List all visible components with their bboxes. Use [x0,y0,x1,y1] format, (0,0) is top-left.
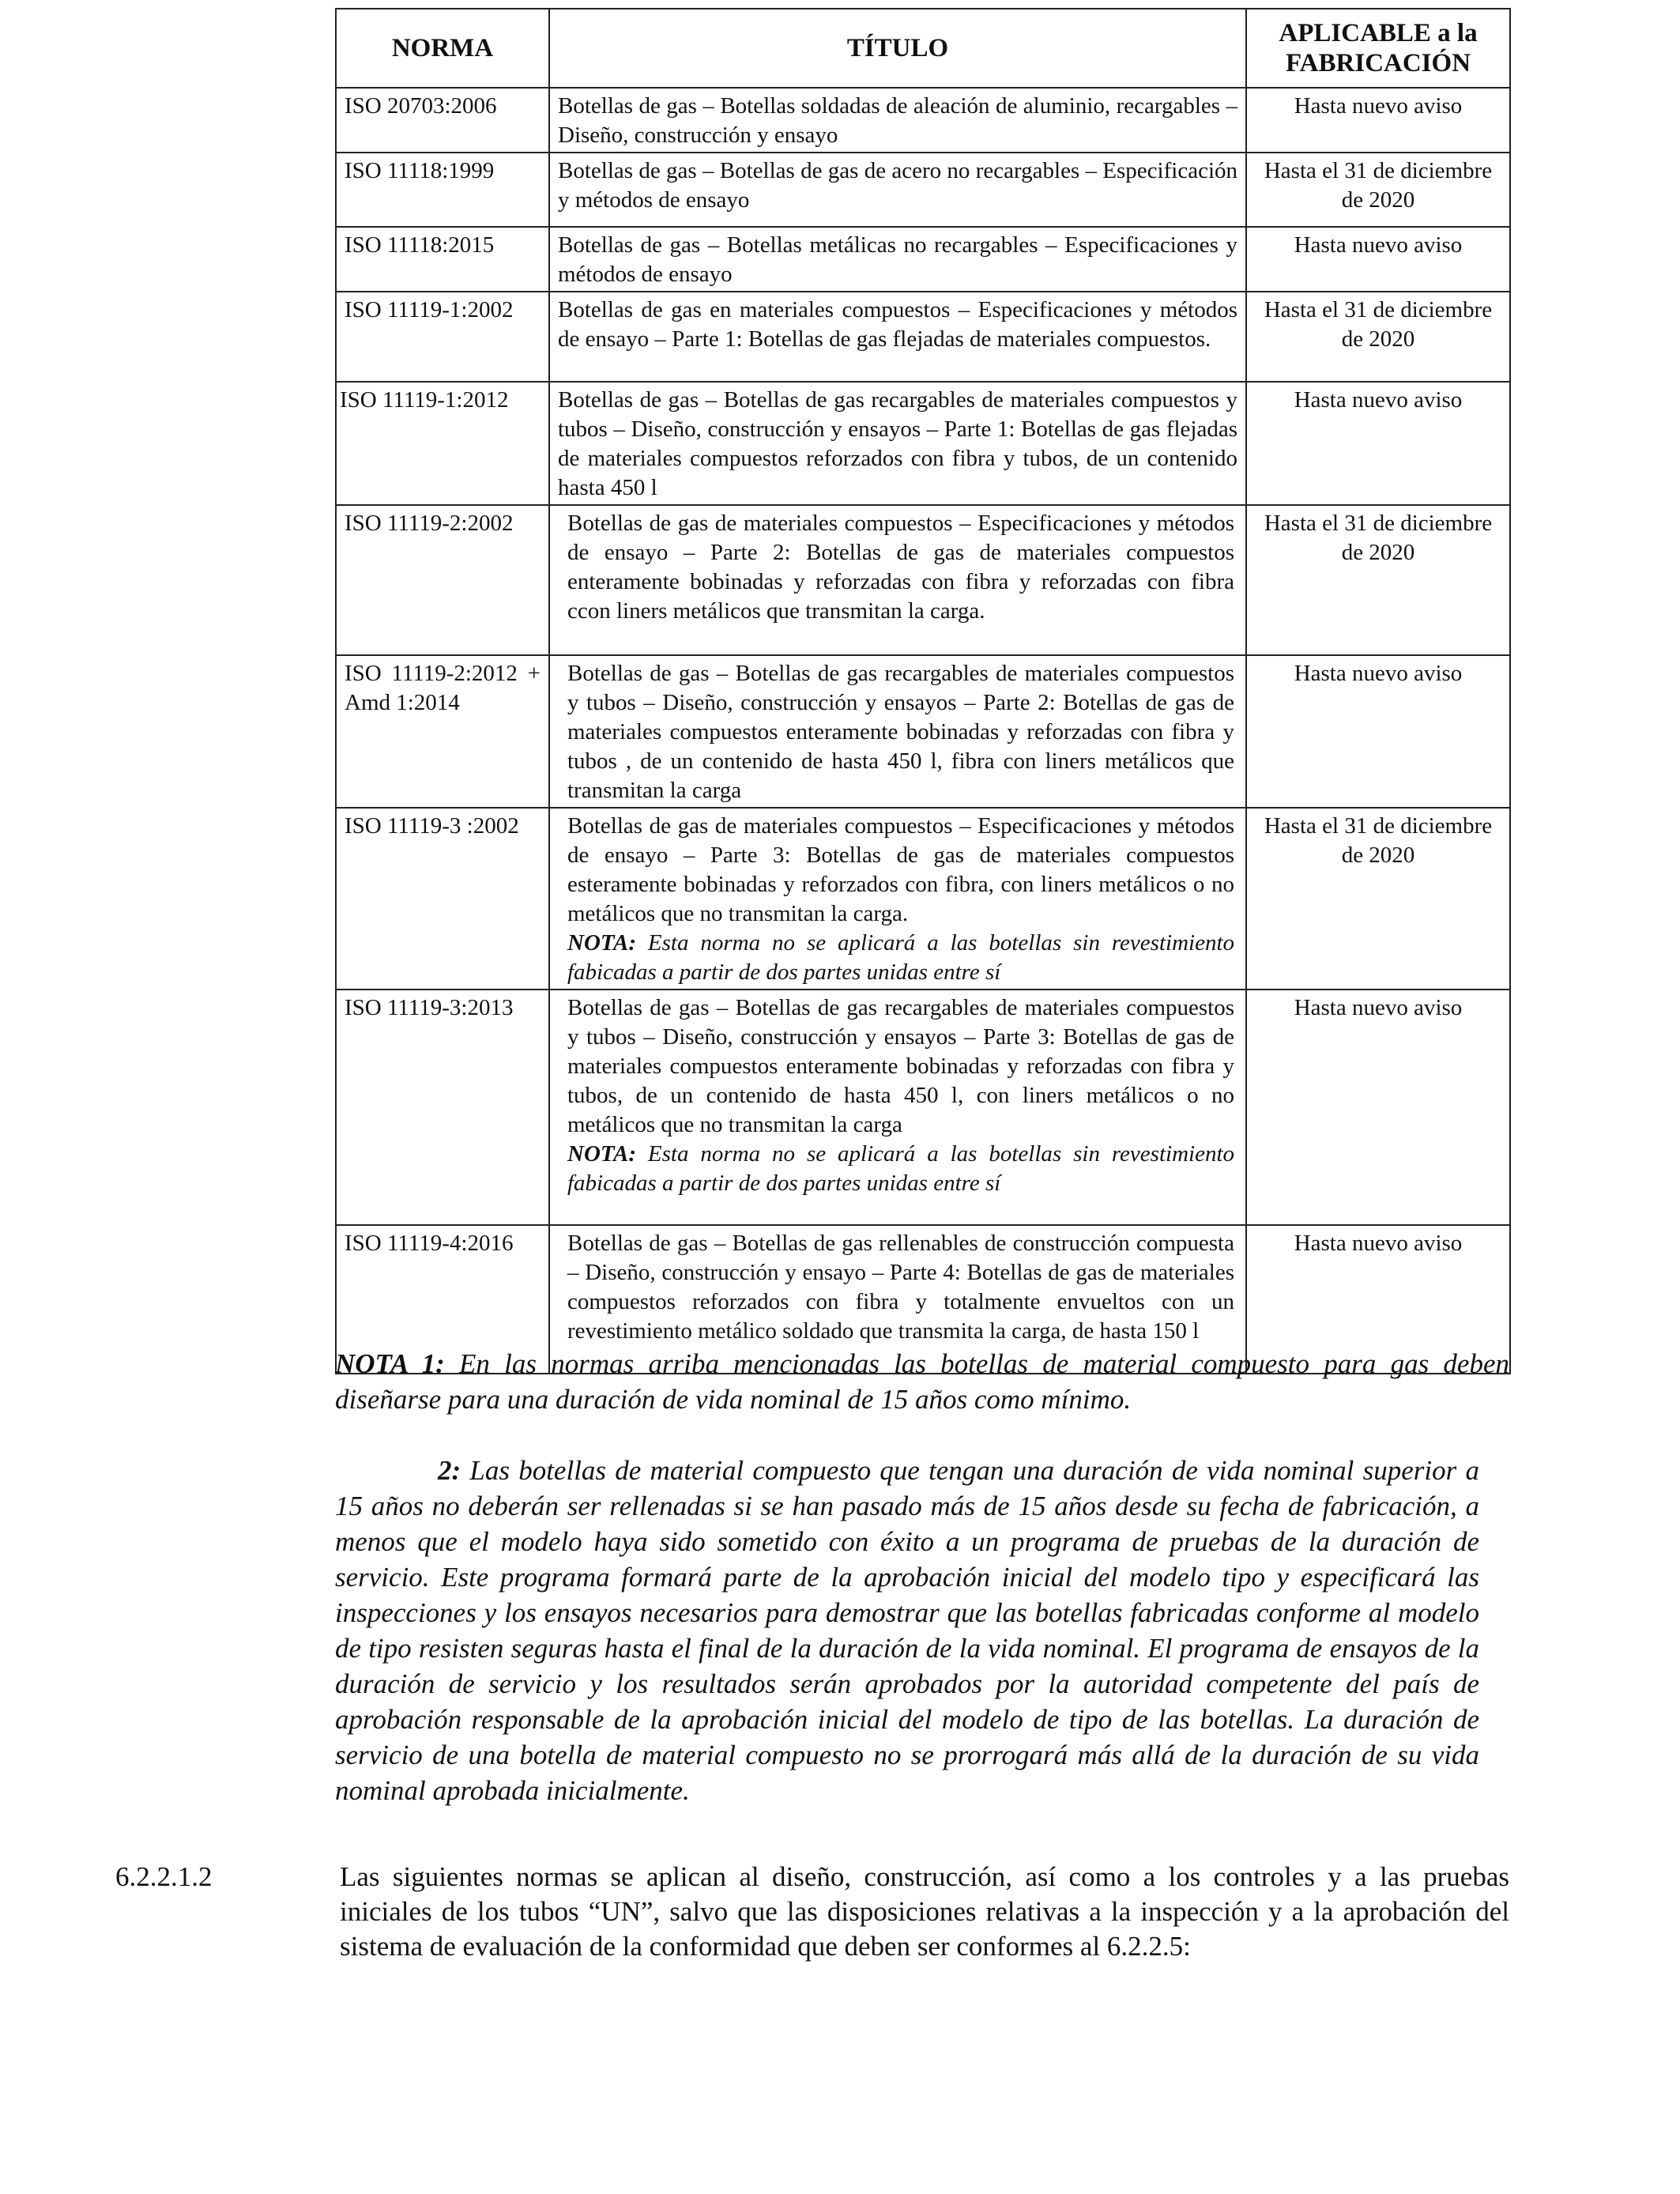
titulo-cell: Botellas de gas – Botellas de gas rellenables de construcción compuesta – Diseño, construcción y ensayo – Parte 4: Botellas de gas de materiales compuestos reforzados con fibra y totalmente envueltos con un revestimiento metálico soldado que transmita la carga, de hasta 150 l [549,1225,1246,1374]
aplicable-cell: Hasta nuevo aviso [1246,382,1510,505]
nota-body: Esta norma no se aplicará a las botellas sin revestimiento fabicadas a partir de dos partes unidas entre sí [567,930,1235,985]
table-row [336,153,1510,227]
table-row [336,655,1510,808]
norma-cell: ISO 11119-3 :2002 [336,808,549,990]
nota-text [567,1140,1234,1198]
norma-cell: ISO 11118:1999 [336,153,549,227]
header-norma: NORMA [336,9,549,88]
titulo-cell [549,808,1246,990]
norma-cell: ISO 11119-1:2012 [336,382,549,505]
titulo-cell: Botellas de gas – Botellas de gas recargables de materiales compuestos y tubos – Diseño, construcción y ensayos – Parte 2: Botellas de gas de materiales compuestos enteramente bobinadas y reforzadas con fibra y tubos , de un contenido de hasta 450 l, fibra con liners metálicos que transmitan la carga [549,655,1246,808]
note-2-label: 2: [438,1455,461,1486]
aplicable-cell: Hasta el 31 de diciembre de 2020 [1246,808,1510,990]
aplicable-cell: Hasta nuevo aviso [1246,88,1510,153]
aplicable-cell: Hasta nuevo aviso [1246,990,1510,1225]
table-row [336,292,1510,382]
titulo-cell: Botellas de gas – Botellas de gas de acero no recargables – Especificación y métodos de ensayo [549,153,1246,227]
norma-cell: ISO 11119-1:2002 [336,292,549,382]
aplicable-cell: Hasta nuevo aviso [1246,1225,1510,1374]
nota-body: Esta norma no se aplicará a las botellas sin revestimiento fabicadas a partir de dos partes unidas entre sí [567,1141,1235,1196]
section-text: Las siguientes normas se aplican al diseño, construcción, así como a los controles y a las pruebas iniciales de los tubos “UN”, salvo que las disposiciones relativas a la inspección y a la aprobación del sistema de evaluación de la conformidad que deben ser conformes al 6.2.2.5: [340,1861,1509,1962]
note-2-indent [335,1455,438,1486]
aplicable-cell: Hasta el 31 de diciembre de 2020 [1246,505,1510,655]
titulo-text: Botellas de gas de materiales compuestos – Especificaciones y métodos de ensayo – Parte 3: Botellas de gas de materiales compuestos esteramente bobinadas y reforzados con fibra, con liners metálicos o no metálicos que no transmitan la carga. [567,813,1234,926]
norma-cell: ISO 11119-4:2016 [336,1225,549,1374]
aplicable-cell: Hasta el 31 de diciembre de 2020 [1246,292,1510,382]
table-row [336,990,1510,1225]
norma-cell: ISO 11118:2015 [336,227,549,292]
note-1-label: NOTA 1: [335,1348,445,1379]
titulo-cell: Botellas de gas – Botellas de gas recargables de materiales compuestos y tubos – Diseño, construcción y ensayos – Parte 1: Botellas de gas flejadas de materiales compuestos reforzados con fibra y tubos, de un contenido hasta 450 l [549,382,1246,505]
norma-cell: ISO 20703:2006 [336,88,549,153]
nota-text [567,929,1234,987]
note-2-text: Las botellas de material compuesto que tengan una duración de vida nominal superior a 15 años no deberán ser rellenadas si se han pasado más de 15 años desde su fecha de fabricación, a menos que el modelo haya sido sometido con éxito a un programa de pruebas de la duración de servicio. Este programa formará parte de la aprobación inicial del modelo tipo y especificará las inspecciones y los ensayos necesarios para demostrar que las botellas fabricadas conforme al modelo de tipo resisten seguras hasta el final de la duración de la vida nominal. El programa de ensayos de la duración de servicio y los resultados serán aprobados por la autoridad competente del país de aprobación responsable de la aprobación inicial del modelo de tipo de las botellas. La duración de servicio de una botella de material compuesto no se prorrogará más allá de la duración de su vida nominal aprobada inicialmente. [335,1455,1479,1806]
norma-cell: ISO 11119-3:2013 [336,990,549,1225]
norma-cell: ISO 11119-2:2002 [336,505,549,655]
note-1-text: En las normas arriba mencionadas las botellas de material compuesto para gas deben diseñarse para una duración de vida nominal de 15 años como mínimo. [335,1348,1509,1415]
table-row [336,505,1510,655]
titulo-cell: Botellas de gas de materiales compuestos – Especificaciones y métodos de ensayo – Parte 2: Botellas de gas de materiales compuestos enteramente bobinadas y reforzadas con fibra y reforzadas con fibra ccon liners metálicos que transmitan la carga. [549,505,1246,655]
table-header-row [336,9,1510,88]
table-row [336,382,1510,505]
titulo-text: Botellas de gas – Botellas de gas recargables de materiales compuestos y tubos – Diseño, construcción y ensayos – Parte 3: Botellas de gas de materiales compuestos enteramente bobinadas y reforzadas con fibra y tubos, de un contenido de hasta 450 l, con liners metálicos o no metálicos que no transmitan la carga [567,995,1234,1137]
aplicable-cell: Hasta el 31 de diciembre de 2020 [1246,153,1510,227]
table-row [336,808,1510,990]
nota-label: NOTA: [567,930,636,956]
header-aplicable: APLICABLE a la FABRICACIÓN [1246,9,1510,88]
note-1 [335,1346,1509,1417]
section-number: 6.2.2.1.2 [115,1861,213,1892]
titulo-cell: Botellas de gas en materiales compuestos – Especificaciones y métodos de ensayo – Parte 1: Botellas de gas flejadas de materiales compuestos. [549,292,1246,382]
table-row [336,227,1510,292]
aplicable-cell: Hasta nuevo aviso [1246,655,1510,808]
nota-label: NOTA: [567,1141,636,1167]
table-row [336,88,1510,153]
aplicable-cell: Hasta nuevo aviso [1246,227,1510,292]
norma-cell: ISO 11119-2:2012 + Amd 1:2014 [336,655,549,808]
note-2 [335,1453,1479,1808]
titulo-cell: Botellas de gas – Botellas soldadas de aleación de aluminio, recargables – Diseño, construcción y ensayo [549,88,1246,153]
titulo-cell [549,990,1246,1225]
header-titulo: TÍTULO [549,9,1246,88]
titulo-cell: Botellas de gas – Botellas metálicas no recargables – Especificaciones y métodos de ensayo [549,227,1246,292]
standards-table [335,8,1511,1374]
